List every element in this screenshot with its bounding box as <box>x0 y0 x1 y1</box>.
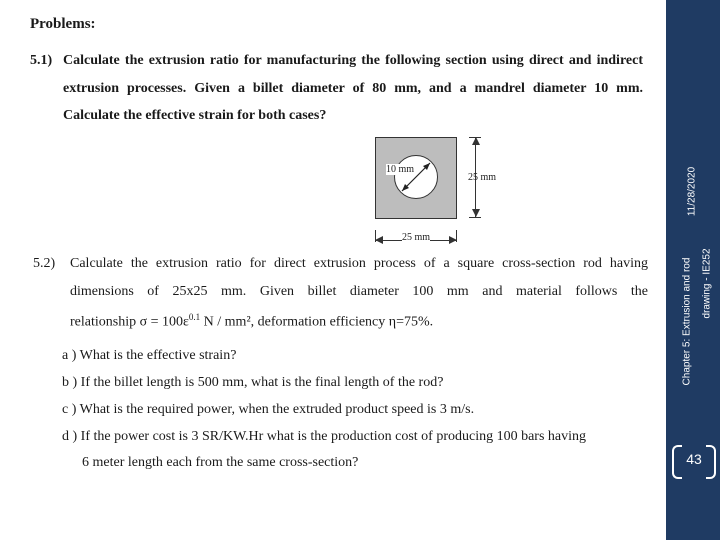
height-label: 25 mm <box>468 172 497 183</box>
exponent: 0.1 <box>188 312 201 322</box>
problem-5-1-line2: extrusion processes. Given a billet diameter of 80 mm, and a mandrel diameter 10 mm. <box>63 81 643 96</box>
problem-5-2-line2: dimensions of 25x25 mm. Given billet diameter 100 mm and material follows the <box>70 284 648 299</box>
page-title: Problems: <box>30 16 96 32</box>
problem-5-1-line3: Calculate the effective strain for both cases? <box>63 108 327 123</box>
width-label: 25 mm <box>402 232 431 243</box>
question-d-line2: 6 meter length each from the same cross-section? <box>82 455 359 470</box>
question-b: b ) If the billet length is 500 mm, what is the final length of the rod? <box>62 375 444 390</box>
hole-diameter-label: 10 mm <box>386 164 415 175</box>
slide-date: 11/28/2020 <box>686 166 698 217</box>
question-c: c ) What is the required power, when the extruded product speed is 3 m/s. <box>62 402 475 417</box>
question-d-line1: d ) If the power cost is 3 SR/KW.Hr what is the production cost of producing 100 bars having <box>62 429 587 444</box>
chapter-title-line2: drawing - IE252 <box>701 248 713 319</box>
problem-5-2-line3 <box>70 312 433 331</box>
problem-5-2-line1: Calculate the extrusion ratio for direct extrusion process of a square cross-section rod having <box>70 256 648 271</box>
chapter-title-line1: Chapter 5: Extrusion and rod <box>681 257 693 386</box>
relationship-formula: relationship σ = 100ε <box>70 314 189 330</box>
question-a: a ) What is the effective strain? <box>62 348 237 363</box>
problem-5-1-number: 5.1) <box>30 53 53 68</box>
relationship-units: N / mm², deformation efficiency η=75%. <box>200 314 434 330</box>
problem-5-2-number: 5.2) <box>33 256 56 271</box>
page-number: 43 <box>686 451 702 467</box>
diameter-arrow-icon <box>394 155 438 199</box>
problem-5-1-line1: Calculate the extrusion ratio for manufacturing the following section using direct and indirect <box>63 53 643 68</box>
page-number-badge <box>672 445 716 475</box>
